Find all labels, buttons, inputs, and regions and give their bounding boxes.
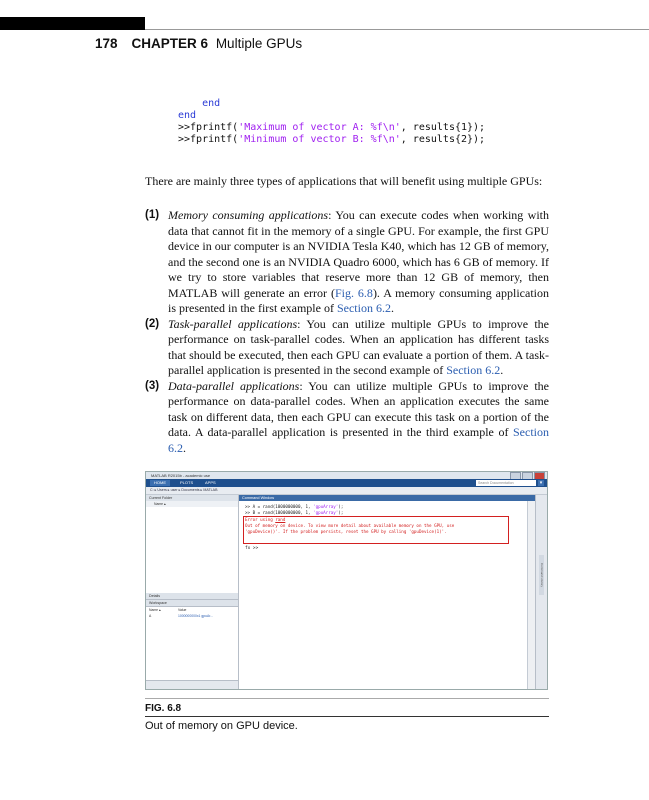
list-item-term: Task-parallel applications bbox=[168, 316, 298, 331]
command-history-lines: >> A = rand(1000000000, 1, 'gpuArray'); >> B = rand(1000000000, 1, 'gpuArray'); bbox=[245, 504, 344, 515]
command-window-scrollbar[interactable] bbox=[527, 501, 535, 689]
error-function-link[interactable]: rand bbox=[275, 517, 286, 522]
left-panel bbox=[146, 495, 239, 689]
page-number: 178 bbox=[95, 36, 118, 51]
list-item: (2) Task-parallel applications: You can utilize multiple GPUs to improve the performance on task-parallel codes. When an application has different tasks that should be executed, then each GPU can evaluate a portion of them. A task-parallel application is presented in the second example of Section 6.2. bbox=[145, 316, 549, 377]
code-line-3: >>fprintf('Maximum of vector A: %f\n', results{1}); bbox=[178, 122, 486, 133]
name-column-header[interactable]: Name ▴ bbox=[146, 501, 238, 507]
running-header bbox=[95, 36, 302, 51]
command-history-tab[interactable]: Command History bbox=[539, 555, 544, 595]
figure-label: FIG. 6.8 bbox=[145, 703, 182, 714]
code-line-4: >>fprintf('Minimum of vector B: %f\n', results{2}); bbox=[178, 134, 486, 145]
chapter-label: CHAPTER 6 bbox=[131, 36, 209, 51]
workspace-variable-row[interactable] bbox=[146, 613, 238, 619]
tab-apps[interactable]: APPS bbox=[205, 480, 216, 485]
search-documentation-input[interactable]: Search Documentation bbox=[476, 480, 536, 486]
figure-reference-link[interactable]: Fig. 6.8 bbox=[334, 285, 373, 300]
command-window-header: Command Window bbox=[239, 495, 535, 501]
tab-plots[interactable]: PLOTS bbox=[180, 480, 194, 485]
section-reference-link[interactable]: Section 6.2 bbox=[446, 363, 501, 377]
header-bar bbox=[0, 17, 145, 30]
ribbon bbox=[146, 479, 547, 487]
status-bar bbox=[146, 680, 238, 689]
code-listing bbox=[178, 98, 485, 146]
window-controls bbox=[510, 472, 545, 479]
window-title: MATLAB R2015b - academic use bbox=[151, 473, 211, 478]
list-item-term: Memory consuming applications bbox=[168, 208, 329, 222]
error-message: Error using rand Out of memory on device. To view more detail about available memory on the GPU, use 'gpuDevice()'. If the problem persists, reset the GPU by calling 'gpuDevice(1)'. bbox=[245, 517, 455, 534]
section-reference-link[interactable]: Section 6.2 bbox=[168, 425, 549, 455]
variable-value: 1000000000x1 gpuAr... bbox=[178, 614, 214, 618]
workspace-header: Workspace bbox=[146, 600, 238, 607]
list-item: (1) Memory consuming applications: You can execute codes when working with data that cannot fit in the memory of a single GPU. For example, the first GPU device in our computer is an NVIDIA Tesla K40, which has 12 GB of memory, and the second one is an NVIDIA Quadro 6000, which has 6 GB of memory. If we try to store variables that reserve more than 12 GB of memory, then MATLAB will generate an error (Fig. 6.8). A memory consuming application is presented in the first example of Section 6.2. bbox=[145, 208, 550, 315]
details-header: Details bbox=[146, 593, 238, 600]
matlab-screenshot-figure bbox=[145, 471, 548, 690]
figure-caption: Out of memory on GPU device. bbox=[145, 720, 298, 732]
user-icon[interactable]: ▾ bbox=[539, 480, 543, 486]
intro-paragraph: There are mainly three types of applications that will benefit using multiple GPUs: bbox=[145, 174, 543, 188]
workspace-columns: Name ▴ Value bbox=[149, 608, 187, 612]
code-line-2: end bbox=[178, 110, 197, 121]
current-path[interactable]: C: ▸ Users ▸ user ▸ Documents ▸ MATLAB bbox=[150, 488, 218, 492]
figure-rule bbox=[145, 698, 549, 699]
header-rule bbox=[145, 29, 649, 30]
caption-rule bbox=[145, 716, 549, 717]
variable-name: A bbox=[149, 614, 152, 618]
chapter-title: Multiple GPUs bbox=[215, 36, 303, 51]
command-prompt[interactable]: fx >> bbox=[245, 546, 259, 551]
window-titlebar bbox=[146, 472, 547, 479]
code-line-1: end bbox=[202, 98, 221, 109]
address-toolbar bbox=[146, 487, 547, 495]
list-item: (3) Data-parallel applications: You can utilize multiple GPUs to improve the performance on data-parallel codes. When an application executes the same task on different data, then each GPU can execute this task on a portion of the data. A data-parallel application is presented in the third example of Section 6.2. bbox=[145, 378, 549, 455]
section-reference-link[interactable]: Section 6.2 bbox=[336, 301, 391, 315]
command-window[interactable] bbox=[239, 495, 535, 689]
application-types-list bbox=[145, 208, 549, 456]
list-item-term: Data-parallel applications bbox=[168, 378, 300, 393]
current-folder-header: Current Folder bbox=[146, 495, 238, 502]
right-panel bbox=[535, 495, 547, 689]
tab-home[interactable]: HOME bbox=[150, 480, 170, 486]
